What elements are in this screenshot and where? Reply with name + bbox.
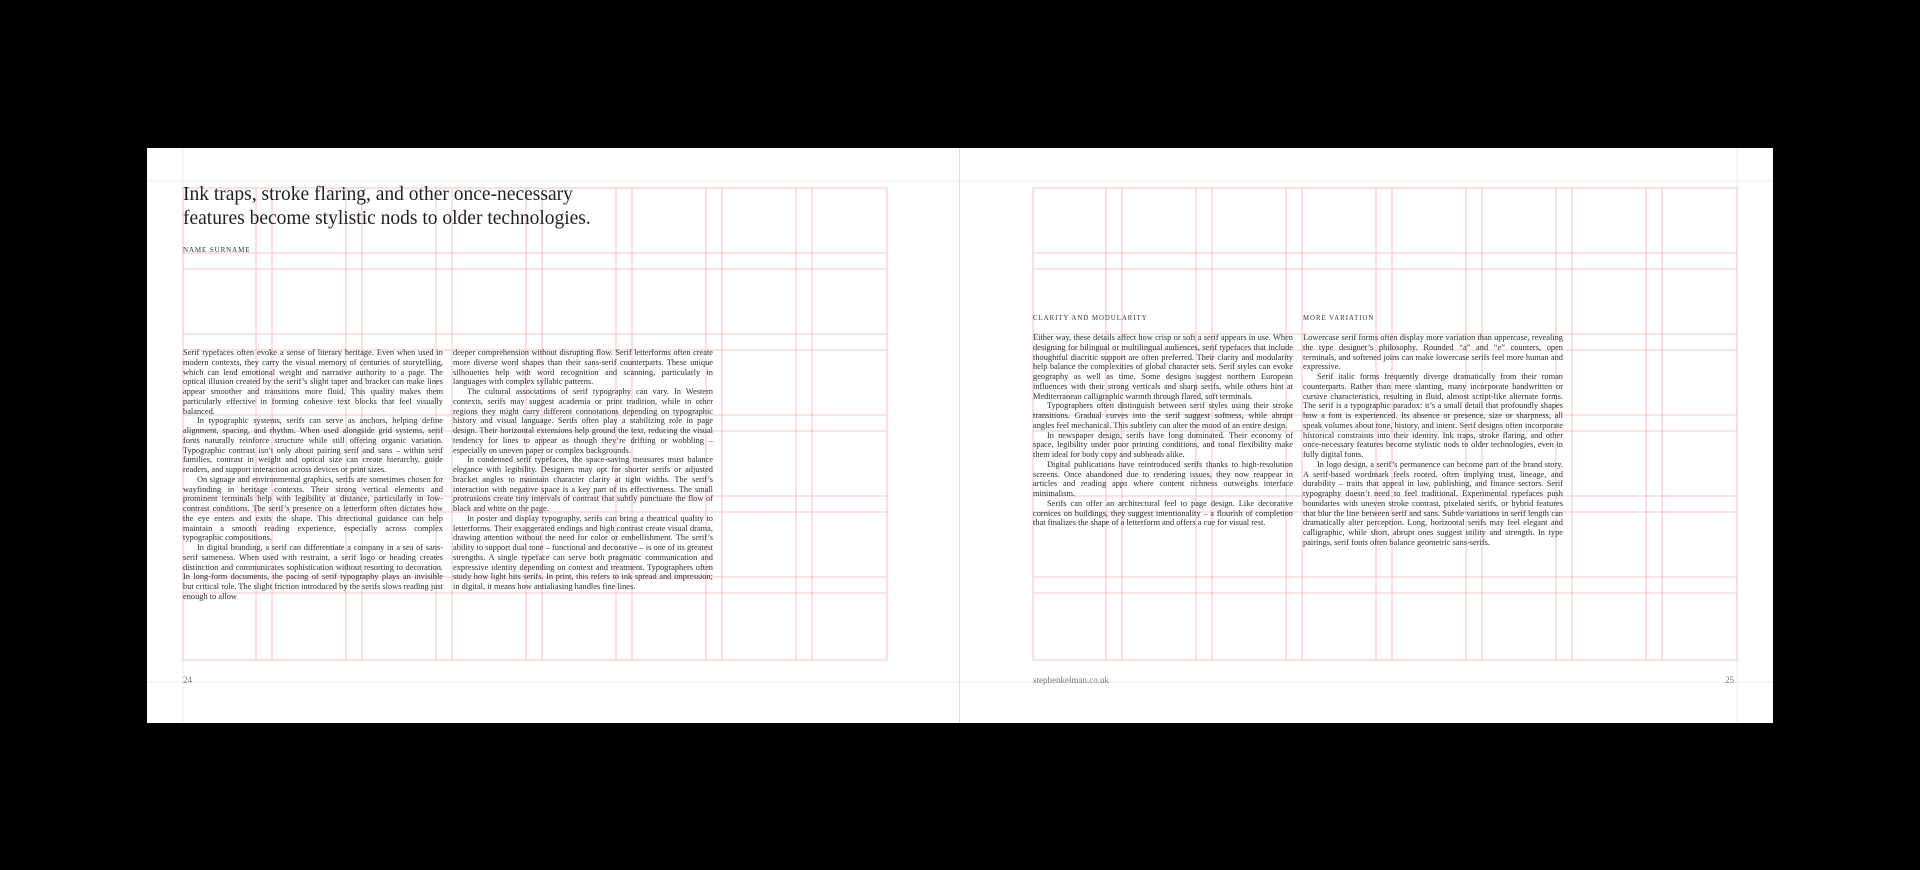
page-number-left: 24 — [183, 675, 192, 685]
paragraph: Serif typefaces often evoke a sense of literary heritage. Even when used in modern contexts, they carry the visual memory of centuries of storytelling, which can lend emotional weight and narrative authority to a page. The optical illusion created by the serif’s slight taper and bracket can make lines appear smoother and transitions more fluid. This quality makes them particularly effective in forming cohesive text blocks that feel visually balanced. — [183, 348, 443, 416]
paragraph: Either way, these details affect how crisp or soft a serif appears in use. When designing for bilingual or multilingual audiences, serif typefaces that include thoughtful diacritic support are often preferred. Their clarity and modularity help balance the complexities of global character sets. Serif styles can evoke geography as well as time. Some designs suggest northern European influences with their strong verticals and sharp serifs, while others hint at Mediterranean calligraphic warmth through flared, soft terminals. — [1033, 333, 1293, 401]
right-page-column-2 — [1303, 333, 1563, 548]
paragraph: In typographic systems, serifs can serve as anchors, helping define alignment, spacing, and rhythm. When used alongside grid systems, serif fonts naturally reinforce structure while still offering organic variation. Typographic contrast isn’t only about pairing serif and sans – within serif families, contrast in weight and optical size can create hierarchy, guide readers, and support interaction across devices or print sizes. — [183, 416, 443, 474]
paragraph: In condensed serif typefaces, the space-saving measures must balance elegance with legibility. Designers may opt for shorter serifs or adjusted bracket angles to maintain character clarity at tight widths. The serif’s interaction with negative space is a key part of its effectiveness. The small protrusions create tiny intervals of contrast that subtly punctuate the flow of black and white on the page. — [453, 455, 713, 513]
author-byline: NAME SURNAME — [183, 246, 251, 254]
right-page — [960, 148, 1773, 723]
footer-website: stephenkelman.co.uk — [1033, 675, 1109, 685]
page-number-right: 25 — [1725, 675, 1734, 685]
paragraph: In poster and display typography, serifs can bring a theatrical quality to letterforms. Their exaggerated endings and high contrast create visual drama, drawing attention without the need for color or embellishment. The serif’s ability to support dual tone – functional and decorative – is one of its greatest strengths. A single typeface can serve both pragmatic communication and expressive identity depending on context and treatment. Typographers often study how light hits serifs. In print, this refers to ink spread and impression; in digital, it means how antialiasing handles fine lines. — [453, 513, 713, 591]
section-title-variation: MORE VARIATION — [1303, 315, 1375, 322]
paragraph: Serifs can offer an architectural feel to page design. Like decorative cornices on buildings, they suggest intentionality – a flourish of completion that finalizes the shape of a letterform and offers a cue for visual rest. — [1033, 498, 1293, 528]
paragraph: Lowercase serif forms often display more variation than uppercase, revealing the type designer’s philosophy. Rounded “a” and “e” counters, open terminals, and softened joins can make lowercase serifs feel more human and expressive. — [1303, 333, 1563, 372]
paragraph: deeper comprehension without disrupting flow. Serif letterforms often create more diverse word shapes than their sans-serif counterparts. These unique silhouettes help with word recognition and scanning, particularly in languages with complex syllabic patterns. — [453, 348, 713, 387]
paragraph: In digital branding, a serif can differentiate a company in a sea of sans-serif sameness. When used with restraint, a serif logo or heading creates distinction and communicates sophistication without resorting to decoration. In long-form documents, the pacing of serif typography plays an invisible but critical role. The slight friction introduced by the serifs slows reading just enough to allow — [183, 543, 443, 601]
left-page-column-2 — [453, 348, 713, 592]
section-title-clarity: CLARITY AND MODULARITY — [1033, 315, 1148, 322]
article-headline: Ink traps, stroke flaring, and other once-necessary features become stylistic nods to older technologies. — [183, 184, 591, 229]
paragraph: Typographers often distinguish between serif styles using their stroke transitions. Gradual curves into the serif suggest softness, while abrupt angles feel mechanical. This subtlety can alter the mood of an entire design. — [1033, 401, 1293, 430]
paragraph: In newspaper design, serifs have long dominated. Their economy of space, legibility under poor printing conditions, and tonal flexibility make them ideal for body copy and subheads alike. — [1033, 430, 1293, 459]
paragraph: Serif italic forms frequently diverge dramatically from their roman counterparts. Rather than mere slanting, many incorporate handwritten or cursive characteristics, resulting in fluid, almost script-like alternate forms. The serif is a typographic paradox: it’s a small detail that profoundly shapes how a font is experienced. Its absence or presence, size or sharpness, all speak volumes about tone, history, and intent. Serif designs often incorporate historical constraints into their identity. Ink traps, stroke flaring, and other once-necessary features become stylistic nods to older technologies, even in fully digital fonts. — [1303, 372, 1563, 459]
right-page-column-1 — [1033, 333, 1293, 528]
left-page — [147, 148, 960, 723]
paragraph: In logo design, a serif’s permanence can become part of the brand story. A serif-based wordmark feels rooted, often implying trust, lineage, and durability – traits that appeal in law, publishing, and finance sectors. Serif typography doesn’t need to feel traditional. Experimental typefaces push boundaries with uneven stroke contrast, pixelated serifs, or hybrid features that blur the line between serif and sans. Subtle variations in serif length can dramatically alter perception. Long, horizontal serifs may feel elegant and calligraphic, while short, abrupt ones suggest utility and strength. In type pairings, serif fonts often balance geometric sans-serifs. — [1303, 459, 1563, 547]
paragraph: The cultural associations of serif typography can vary. In Western contexts, serifs may suggest academia or print tradition, while in other regions they might carry different connotations depending on typographic history and visual language. Serifs often play a stabilizing role in page design. Their horizontal extensions help ground the text, reducing the visual tendency for lines to appear as though they’re drifting or wobbling – especially on uneven paper or complex backgrounds. — [453, 387, 713, 455]
book-spread — [147, 148, 1773, 723]
paragraph: Digital publications have reintroduced serifs thanks to high-resolution screens. Once abandoned due to rendering issues, they now reappear in articles and reading apps where content richness outweighs interface minimalism. — [1033, 459, 1293, 498]
paragraph: On signage and environmental graphics, serifs are sometimes chosen for wayfinding in heritage contexts. Their strong vertical elements and prominent terminals help with legibility at distance, particularly in low-contrast conditions. The serif’s presence on a letterform often dictates how the eye enters and exits the shape. This directional guidance can help maintain a smooth reading experience, especially across complex typographic compositions. — [183, 474, 443, 543]
left-page-column-1 — [183, 348, 443, 602]
